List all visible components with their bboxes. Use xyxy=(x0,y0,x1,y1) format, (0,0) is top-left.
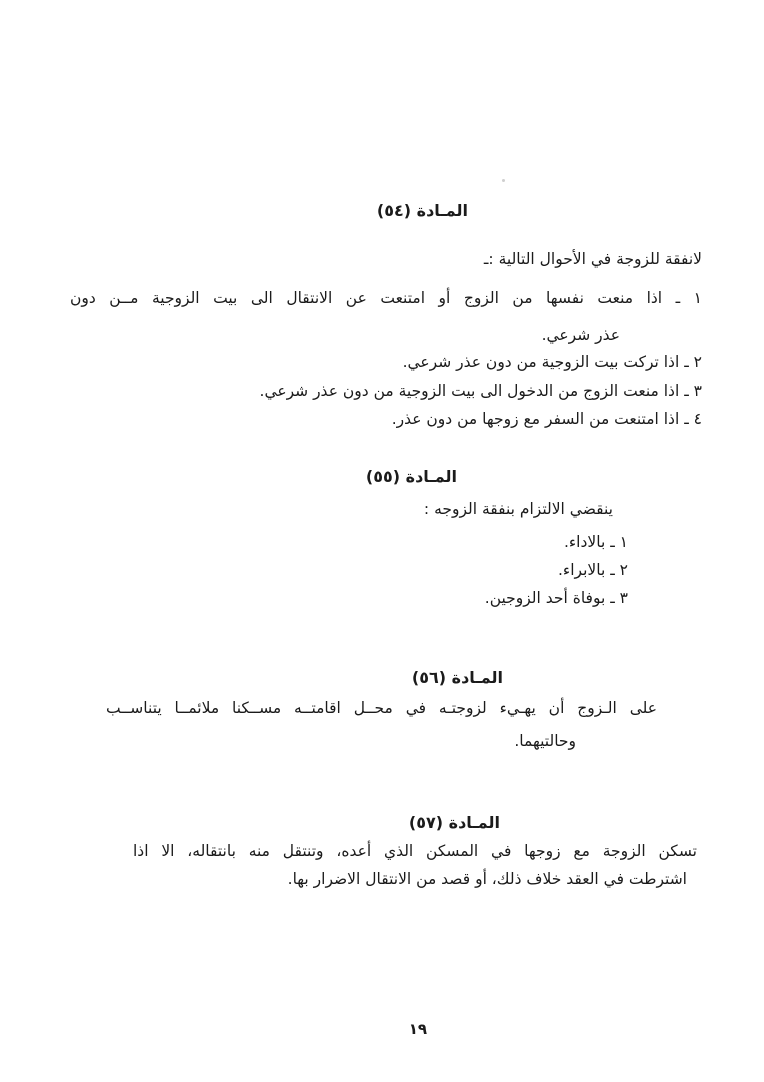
article-56-line-1: على الـزوج أن يهـيء لزوجتـه في محــل اقامتــه مســكنا ملائمــا يتناســب xyxy=(106,699,657,717)
article-55-item-2: ٢ ـ بالابراء. xyxy=(558,561,628,579)
article-55-item-1: ١ ـ بالاداء. xyxy=(563,533,628,551)
article-56-line-2: وحالتيهما. xyxy=(514,732,576,750)
page-number: ١٩ xyxy=(408,1020,427,1038)
article-54-item-4: ٤ ـ اذا امتنعت من السفر مع زوجها من دون عذر. xyxy=(391,410,702,428)
scan-artifact-dot xyxy=(502,179,505,182)
article-57-heading: المـادة (٥٧) xyxy=(408,813,500,832)
article-54-item-3: ٣ ـ اذا منعت الزوج من الدخول الى بيت الزوجية من دون عذر شرعي. xyxy=(259,382,702,400)
article-54-item-1-line-1: ١ ـ اذا منعت نفسها من الزوج أو امتنعت عن الانتقال الى بيت الزوجية مــن دون xyxy=(70,289,702,307)
article-57-line-1: تسكن الزوجة مع زوجها في المسكن الذي أعده، وتنتقل منه بانتقاله، الا اذا xyxy=(133,842,697,860)
article-54-item-2: ٢ ـ اذا تركت بيت الزوجية من دون عذر شرعي. xyxy=(402,353,702,371)
article-54-item-1-line-2: عذر شرعي. xyxy=(541,326,620,344)
article-55-heading: المـادة (٥٥) xyxy=(365,467,457,486)
article-55-item-3: ٣ ـ بوفاة أحد الزوجين. xyxy=(484,589,628,607)
article-56-heading: المـادة (٥٦) xyxy=(411,668,503,687)
article-54-intro: لانفقة للزوجة في الأحوال التالية :ـ xyxy=(483,250,702,268)
article-55-intro: ينقضي الالتزام بنفقة الزوجه : xyxy=(423,500,613,518)
article-57-line-2: اشترطت في العقد خلاف ذلك، أو قصد من الانتقال الاضرار بها. xyxy=(287,870,687,888)
article-54-heading: المـادة (٥٤) xyxy=(376,201,468,220)
